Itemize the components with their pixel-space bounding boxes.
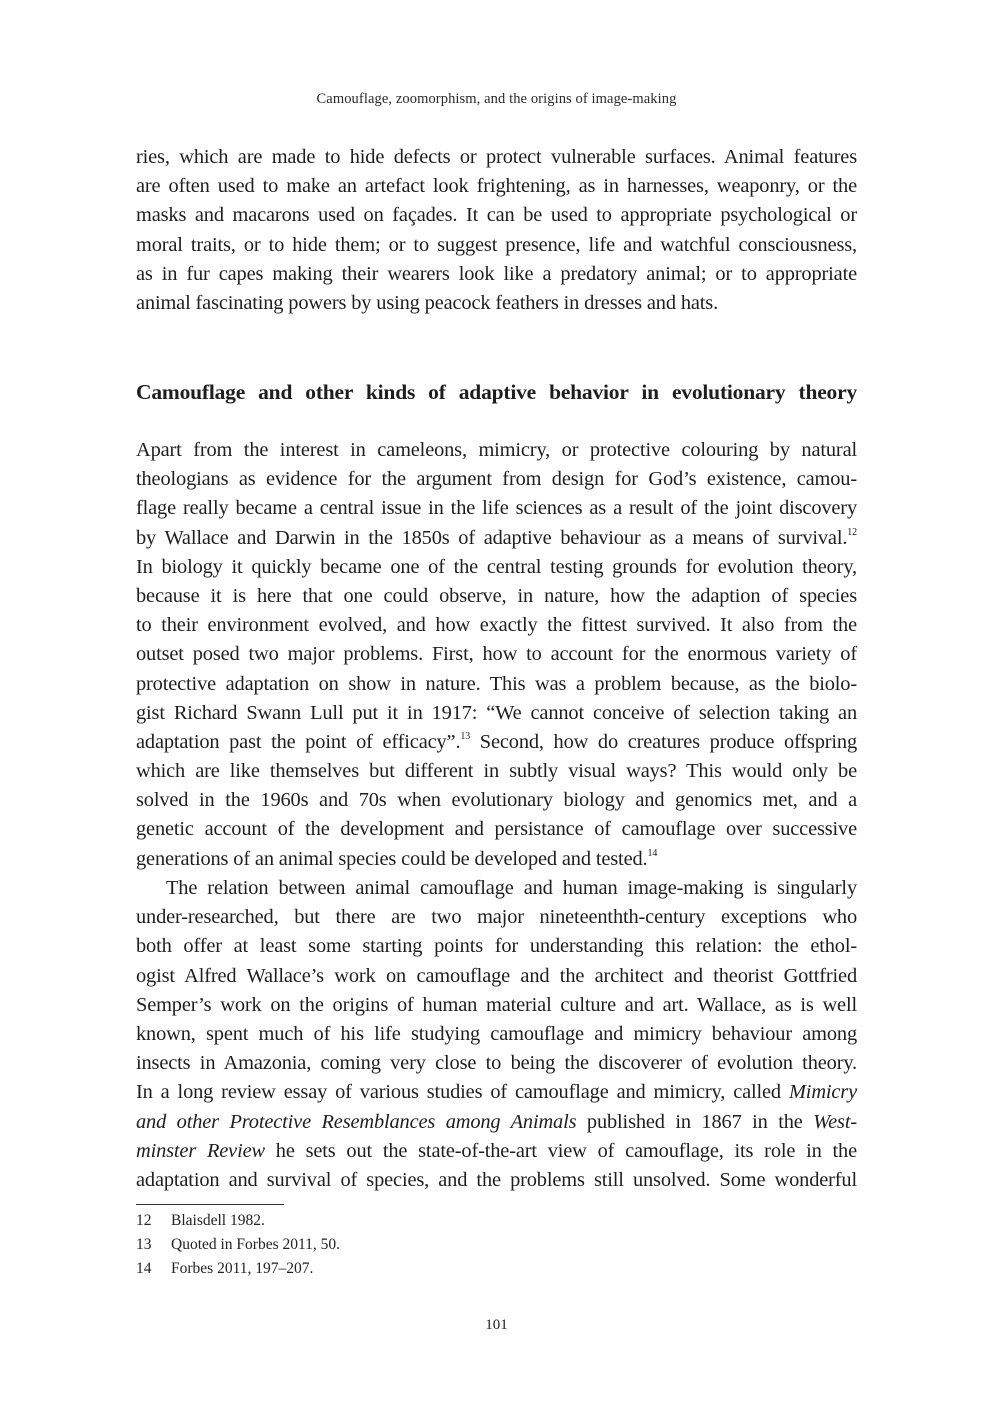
footnote-ref-14[interactable]: 14 [647, 847, 658, 859]
section-heading: Camouflage and other kinds of adaptive behavior in evolutionary theory [136, 380, 857, 404]
footnote [136, 1233, 857, 1257]
text-line [136, 1108, 857, 1137]
text-line: solved in the 1960s and 70s when evolutionary biology and genomics met, and a [136, 789, 857, 812]
text-line: animal fascinating powers by using peacock feathers in dresses and hats. [136, 291, 719, 314]
footnote-number: 12 [136, 1212, 152, 1229]
text-line: theologians as evidence for the argument from design for God’s existence, camou- [136, 468, 857, 491]
line-text: adaptation past the point of efficacy”. [136, 730, 461, 753]
paragraph-1 [136, 436, 857, 874]
text-line [136, 728, 857, 757]
footnote-text: Forbes 2011, 197–207. [171, 1260, 314, 1277]
text-line: genetic account of the development and persistance of camouflage over successive [136, 818, 857, 841]
footnotes [136, 1209, 857, 1281]
paragraph-2 [136, 874, 857, 1195]
text-line [136, 1137, 857, 1166]
text-line: which are like themselves but different in subtly visual ways? This would only be [136, 760, 857, 783]
text-line: are often used to make an artefact look frightening, as in harnesses, weaponry, or the [136, 175, 857, 198]
text-line: gist Richard Swann Lull put it in 1917: “We cannot conceive of selection taking an [136, 701, 857, 724]
text-line: In biology it quickly became one of the central testing grounds for evolution theory, [136, 555, 857, 578]
line-text: by Wallace and Darwin in the 1850s of adaptive behaviour as a means of survival. [136, 526, 848, 549]
text-line: The relation between animal camouflage and human image-making is singularly [166, 877, 857, 899]
continued-paragraph [136, 143, 857, 318]
footnote-divider [136, 1204, 284, 1205]
text-line: because it is here that one could observe, in nature, how the adaption of species [136, 584, 857, 607]
footnote-number: 14 [136, 1260, 152, 1277]
line-text: Second, how do creatures produce offspring [470, 730, 857, 753]
text-line [136, 524, 857, 553]
line-text: In a long review essay of various studies of camouflage and mimicry, called [136, 1081, 789, 1104]
text-line: protective adaptation on show in nature. This was a problem because, as the biolo- [136, 672, 857, 695]
text-line: insects in Amazonia, coming very close to being the discoverer of evolution theory. [136, 1052, 857, 1075]
footnote-text: Quoted in Forbes 2011, 50. [171, 1236, 341, 1253]
text-line: ogist Alfred Wallace’s work on camouflage and the architect and theorist Gottfried [136, 964, 857, 987]
text-line: moral traits, or to hide them; or to suggest presence, life and watchful consciousness, [136, 233, 857, 256]
footnote-ref-13[interactable]: 13 [460, 730, 471, 742]
text-line: ries, which are made to hide defects or protect vulnerable surfaces. Animal features [136, 146, 857, 168]
running-head: Camouflage, zoomorphism, and the origins of image-making [316, 91, 677, 107]
italic-journal: West- [813, 1110, 857, 1133]
italic-journal: minster Review [136, 1139, 265, 1162]
text-line: known, spent much of his life studying camouflage and mimicry behaviour among [136, 1022, 857, 1045]
text-line: Apart from the interest in cameleons, mimicry, or protective colouring by natural [136, 439, 857, 461]
footnote-ref-12[interactable]: 12 [847, 526, 857, 538]
text-line: to their environment evolved, and how exactly the fittest survived. It also from the [136, 614, 857, 637]
footnote [136, 1209, 857, 1233]
text-line: flage really became a central issue in the life sciences as a result of the joint discovery [136, 497, 857, 520]
text-line: both offer at least some starting points for understanding this relation: the ethol- [136, 935, 857, 958]
footnote-text: Blaisdell 1982. [171, 1212, 265, 1229]
text-line [136, 1078, 857, 1107]
text-line: Semper’s work on the origins of human material culture and art. Wallace, as is well [136, 993, 857, 1016]
text-line: under-researched, but there are two major nineteenthth-century exceptions who [136, 906, 857, 929]
footnote-number: 13 [136, 1236, 152, 1253]
line-text: he sets out the state-of-the-art view of camouflage, its role in the [264, 1139, 857, 1162]
line-text: generations of an animal species could be developed and tested. [136, 847, 648, 870]
text-line: as in fur capes making their wearers look like a predatory animal; or to appropriate [136, 262, 857, 285]
italic-title: and other Protective Resemblances among Animals [136, 1110, 577, 1133]
footnote [136, 1257, 857, 1281]
line-text: published in 1867 in the [576, 1110, 814, 1133]
text-line: adaptation and survival of species, and the problems still unsolved. Some wonderful [136, 1168, 857, 1191]
text-line [136, 845, 857, 874]
page-number: 101 [485, 1317, 508, 1333]
text-line: masks and macarons used on façades. It can be used to appropriate psychological or [136, 204, 857, 227]
italic-title: Mimicry [788, 1081, 857, 1104]
text-line: outset posed two major problems. First, how to account for the enormous variety of [136, 643, 857, 666]
